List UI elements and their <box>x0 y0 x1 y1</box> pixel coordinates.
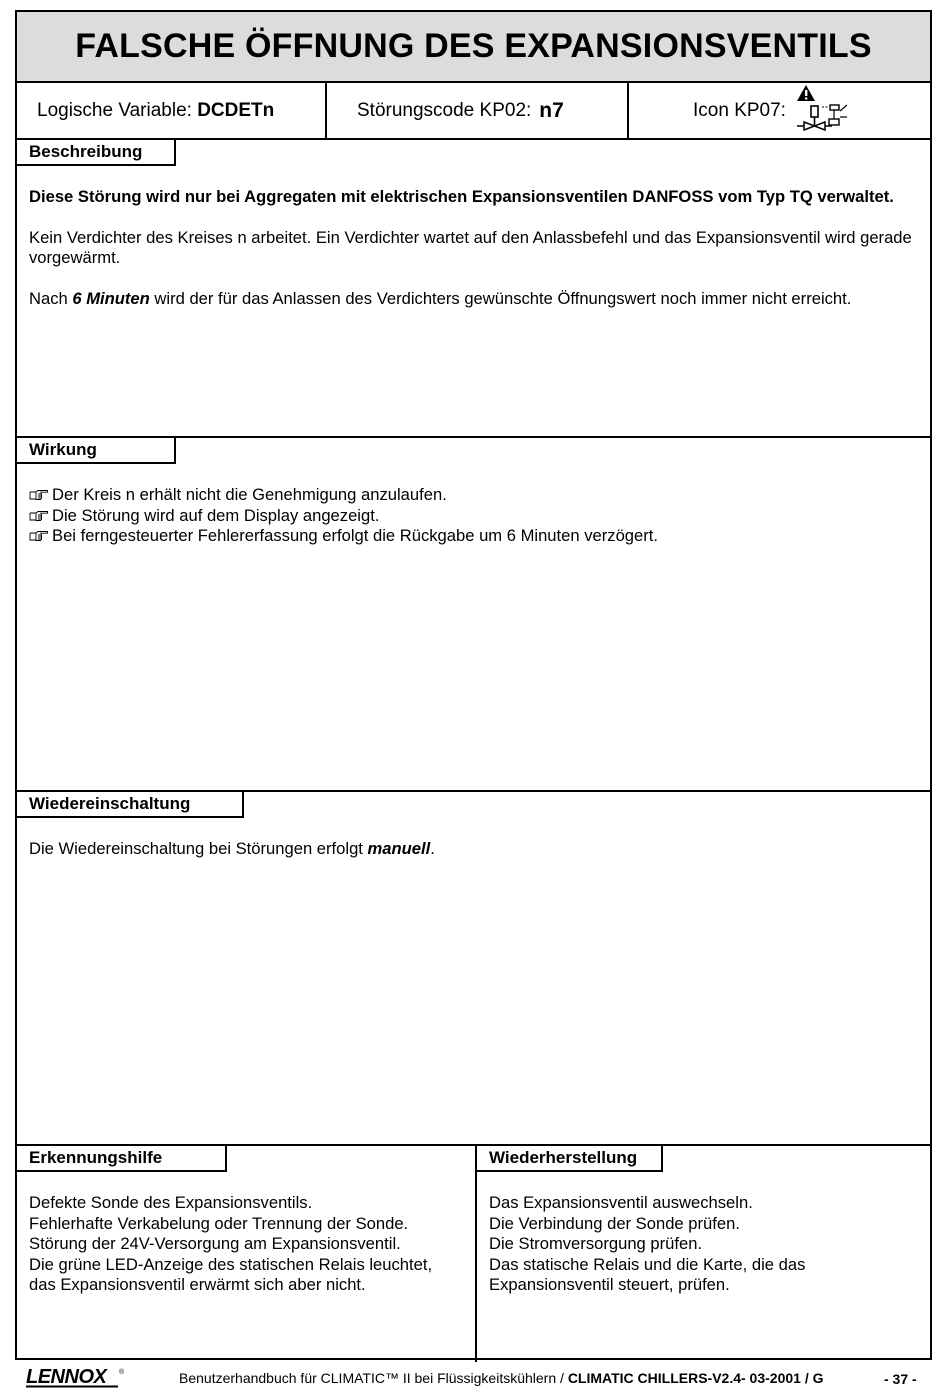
list-item <box>29 506 918 527</box>
bottom-split-section <box>17 1146 930 1360</box>
document-frame <box>15 10 932 1360</box>
wirkung-item-text: Bei ferngesteuerter Fehlererfassung erfolgt die Rückgabe um 6 Minuten verzögert. <box>52 526 658 545</box>
info-row <box>17 83 930 140</box>
wiederherstellung-line: Die Verbindung der Sonde prüfen. <box>489 1213 740 1233</box>
erkennungshilfe-column <box>17 1146 477 1362</box>
beschreibung-heading: Beschreibung <box>17 140 176 166</box>
wirkung-item-text: Der Kreis n erhält nicht die Genehmigung anzulaufen. <box>52 485 447 504</box>
icon-label: Icon KP07: <box>693 99 786 121</box>
wiederherstellung-heading: Wiederherstellung <box>477 1146 663 1172</box>
wiedereinschaltung-heading: Wiedereinschaltung <box>17 792 244 818</box>
reset-text-after: . <box>430 839 435 858</box>
logical-variable-value: DCDETn <box>197 99 275 121</box>
pointing-hand-icon <box>29 489 49 501</box>
fault-code-label: Störungscode KP02: <box>357 99 532 121</box>
wiederherstellung-body <box>489 1193 918 1296</box>
lennox-logo <box>24 1364 128 1394</box>
wirkung-item-text: Die Störung wird auf dem Display angezeigt. <box>52 505 380 525</box>
svg-text:®: ® <box>119 1369 125 1376</box>
icon-cell <box>629 83 930 138</box>
reset-mode-emphasis: manuell <box>367 839 431 858</box>
wiederherstellung-line: Die Stromversorgung prüfen. <box>489 1234 703 1253</box>
fault-code-value: n7 <box>539 98 564 122</box>
pointing-hand-icon <box>29 510 49 522</box>
title-bar <box>17 12 930 83</box>
wirkung-section <box>17 438 930 792</box>
erkennungshilfe-line: Störung der 24V-Versorgung am Expansionsventil. <box>29 1234 401 1253</box>
logical-variable-label: Logische Variable: <box>37 99 198 121</box>
expansion-valve-fault-icon <box>794 83 850 137</box>
wiederherstellung-line: Das statische Relais und die Karte, die das <box>489 1254 806 1274</box>
p3-text-after: wird der für das Anlassen des Verdichters gewünschte Öffnungswert noch immer nicht erreicht. <box>149 288 852 308</box>
page-number: - 37 - <box>884 1371 917 1387</box>
beschreibung-bold-paragraph: Diese Störung wird nur bei Aggregaten mit elektrischen Expansionsventilen DANFOSS vom Typ TQ verwaltet. <box>29 187 894 206</box>
fault-code-cell <box>327 83 629 138</box>
pointing-hand-icon <box>29 530 49 542</box>
wirkung-list <box>29 485 918 547</box>
footer-text <box>179 1370 824 1386</box>
erkennungshilfe-line: das Expansionsventil erwärmt sich aber nicht. <box>29 1275 366 1294</box>
wiedereinschaltung-body <box>29 839 918 880</box>
erkennungshilfe-line: Die grüne LED-Anzeige des statischen Relais leuchtet, <box>29 1254 433 1274</box>
list-item <box>29 526 918 547</box>
reset-text-before: Die Wiedereinschaltung bei Störungen erfolgt <box>29 839 368 858</box>
erkennungshilfe-line: Defekte Sonde des Expansionsventils. <box>29 1193 313 1212</box>
footer-version: CLIMATIC CHILLERS-V2.4- 03-2001 / G <box>567 1370 824 1386</box>
page-title: FALSCHE ÖFFNUNG DES EXPANSIONSVENTILS <box>75 27 872 65</box>
beschreibung-paragraph-2: Kein Verdichter des Kreises n arbeitet. Ein Verdichter wartet auf den Anlassbefehl und das Expansionsventil wird gerade vorgewärmt. <box>29 227 912 267</box>
p3-emphasis: 6 Minuten <box>72 288 150 308</box>
wiedereinschaltung-section <box>17 792 930 1146</box>
list-item <box>29 485 918 506</box>
footer-manual-title: Benutzerhandbuch für CLIMATIC™ II bei Flüssigkeitskühlern / <box>179 1370 568 1386</box>
erkennungshilfe-line: Fehlerhafte Verkabelung oder Trennung der Sonde. <box>29 1213 409 1233</box>
logical-variable-cell <box>17 83 327 138</box>
wiederherstellung-line: Das Expansionsventil auswechseln. <box>489 1193 753 1212</box>
beschreibung-paragraph-3 <box>29 289 918 310</box>
erkennungshilfe-heading: Erkennungshilfe <box>17 1146 227 1172</box>
page-footer <box>0 1362 950 1394</box>
erkennungshilfe-body <box>29 1193 463 1296</box>
wiedereinschaltung-text <box>29 839 918 860</box>
wiederherstellung-line: Expansionsventil steuert, prüfen. <box>489 1275 730 1294</box>
wirkung-heading: Wirkung <box>17 438 176 464</box>
p3-text-before: Nach <box>29 288 73 308</box>
svg-text:LENNOX: LENNOX <box>26 1366 107 1388</box>
beschreibung-body <box>29 187 918 329</box>
wiederherstellung-column <box>477 1146 930 1362</box>
beschreibung-section <box>17 140 930 438</box>
